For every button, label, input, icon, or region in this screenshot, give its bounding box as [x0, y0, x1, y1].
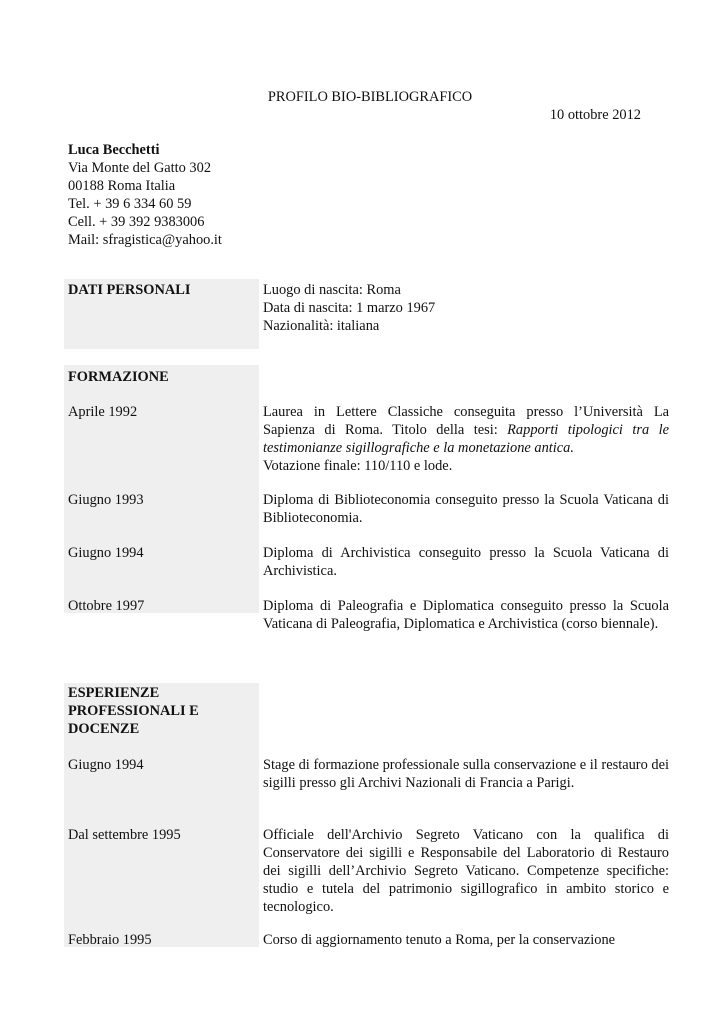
- contact-city: 00188 Roma Italia: [68, 178, 176, 194]
- dati-personali-content: [263, 281, 669, 335]
- birth-date: Data di nascita: 1 marzo 1967: [263, 300, 436, 316]
- entry-date: Febbraio 1995: [68, 932, 152, 948]
- entry-date: Giugno 1994: [68, 757, 144, 773]
- entry-text: Stage di formazione professionale sulla conservazione e il restauro dei sigilli presso gli Archivi Nazionali di Francia a Parigi.: [263, 757, 669, 791]
- contact-address: Via Monte del Gatto 302: [68, 160, 212, 176]
- entry-text: [263, 403, 669, 475]
- entry-text-part: Laurea in Lettere Classiche conseguita presso l’Università La Sapienza di Roma. Titolo della tesi:: [263, 404, 669, 438]
- section-heading-formazione: FORMAZIONE: [68, 369, 169, 385]
- entry-text: Diploma di Biblioteconomia conseguito presso la Scuola Vaticana di Biblioteconomia.: [263, 492, 669, 526]
- section-heading-esperienze: [68, 684, 248, 738]
- section-heading-line: PROFESSIONALI E: [68, 703, 199, 719]
- entry-date: Giugno 1994: [68, 545, 144, 561]
- contact-mail: Mail: sfragistica@yahoo.it: [68, 232, 222, 248]
- contact-tel: Tel. + 39 6 334 60 59: [68, 196, 192, 212]
- entry-date: Ottobre 1997: [68, 598, 145, 614]
- nationality: Nazionalità: italiana: [263, 318, 380, 334]
- entry-text: Diploma di Archivistica conseguito presso la Scuola Vaticana di Archivistica.: [263, 545, 669, 579]
- document-date: 10 ottobre 2012: [549, 107, 641, 123]
- entry-date: Aprile 1992: [68, 404, 138, 420]
- section-heading-line: DOCENZE: [68, 721, 140, 737]
- birth-place: Luogo di nascita: Roma: [263, 282, 401, 298]
- contact-block: [68, 141, 222, 249]
- contact-name: Luca Becchetti: [68, 142, 160, 158]
- section-heading-dati-personali: DATI PERSONALI: [68, 282, 191, 298]
- entry-text: Diploma di Paleografia e Diplomatica conseguito presso la Scuola Vaticana di Paleografia, Diplomatica e Archivistica (corso biennale).: [263, 598, 669, 632]
- entry-text: Officiale dell'Archivio Segreto Vaticano con la qualifica di Conservatore dei sigilli e Responsabile del Laboratorio di Restauro dei sigilli dell’Archivio Segreto Vaticano. Competenze specifiche: studio e tutela del patrimonio sigillografico in ambito storico e tecnologico.: [263, 827, 669, 915]
- entry-text-part: Votazione finale: 110/110 e lode.: [263, 458, 453, 474]
- entry-date: Dal settembre 1995: [68, 827, 181, 843]
- document-title: PROFILO BIO-BIBLIOGRAFICO: [267, 89, 473, 105]
- thesis-title: Rapporti tipologici tra le testimonianze sigillografiche e la monetazione antica.: [263, 422, 669, 456]
- section-heading-line: ESPERIENZE: [68, 685, 160, 701]
- contact-cell: Cell. + 39 392 9383006: [68, 214, 205, 230]
- entry-date: Giugno 1993: [68, 492, 144, 508]
- entry-text: Corso di aggiornamento tenuto a Roma, per la conservazione: [263, 932, 616, 948]
